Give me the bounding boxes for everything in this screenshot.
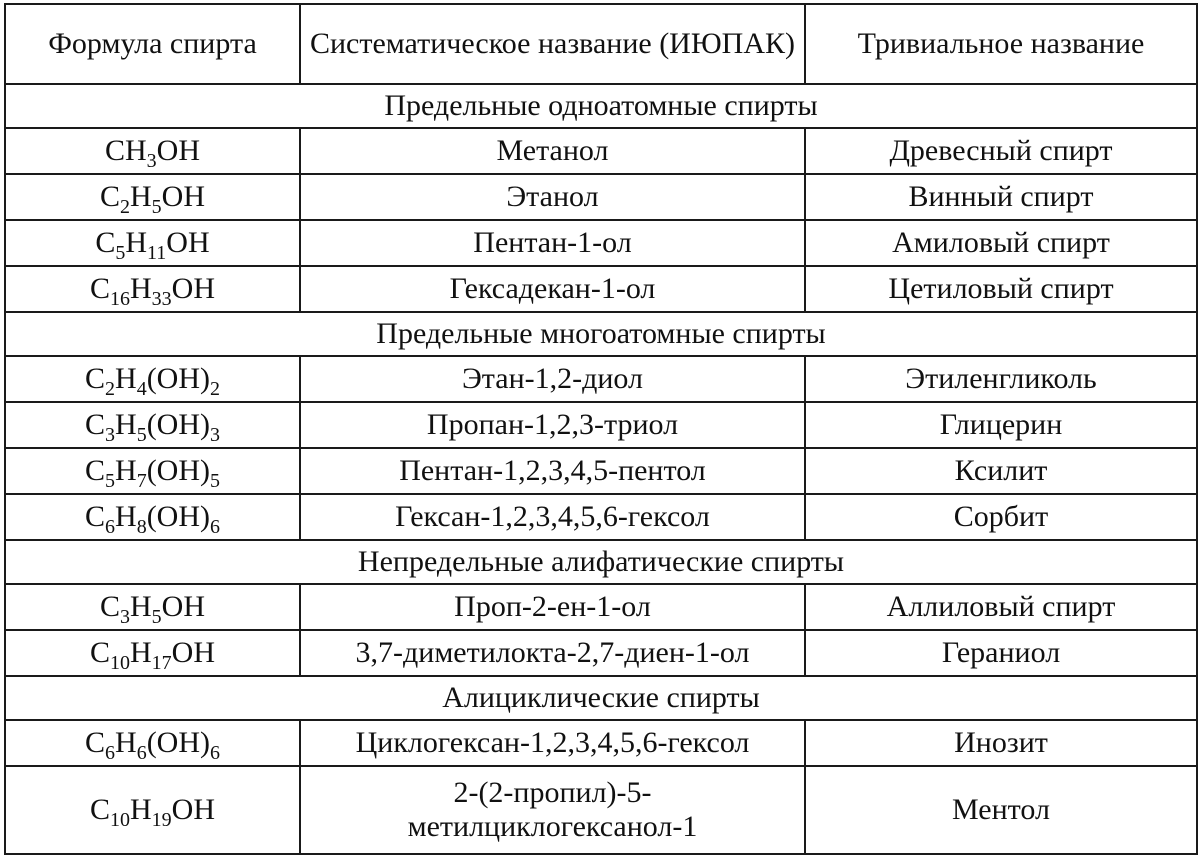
formula-cell (5, 494, 300, 540)
formula-text: C (95, 226, 116, 259)
trivial-name-cell: Этиленгликоль (805, 356, 1197, 402)
formula-subscript: 10 (110, 652, 130, 674)
formula-text: H (130, 793, 152, 826)
header-formula: Формула спирта (5, 4, 300, 84)
formula-subscript: 16 (110, 288, 130, 310)
formula-text: H (115, 726, 137, 759)
formula-subscript: 6 (210, 516, 220, 538)
alcohols-table (4, 3, 1198, 855)
formula-cell (5, 402, 300, 448)
trivial-name-cell: Инозит (805, 720, 1197, 766)
table-row (5, 128, 1197, 174)
iupac-name-cell: Метанол (300, 128, 805, 174)
formula-text: C (85, 726, 106, 759)
formula-text: C (89, 272, 110, 305)
trivial-name-cell: Древесный спирт (805, 128, 1197, 174)
formula-text: OH (161, 590, 206, 623)
iupac-name-cell: Пентан-1-ол (300, 220, 805, 266)
formula-subscript: 11 (147, 242, 167, 264)
formula-text: OH (166, 226, 210, 259)
table-row (5, 584, 1197, 630)
formula-text: (OH) (146, 726, 210, 759)
iupac-name-cell: Этанол (300, 174, 805, 220)
formula-subscript: 33 (151, 288, 172, 310)
formula-text: H (115, 500, 137, 533)
table-row (5, 448, 1197, 494)
formula-subscript: 6 (210, 742, 220, 764)
trivial-name-cell: Ментол (805, 766, 1197, 854)
formula-cell (5, 356, 300, 402)
formula-subscript: 5 (151, 606, 162, 628)
section-title: Предельные многоатомные спирты (5, 312, 1197, 356)
section-title: Непредельные алифатические спирты (5, 540, 1197, 584)
trivial-name-cell: Ксилит (805, 448, 1197, 494)
trivial-name-cell: Глицерин (805, 402, 1197, 448)
table-row (5, 356, 1197, 402)
formula-subscript: 5 (136, 424, 147, 446)
formula-text: CH (104, 134, 147, 167)
formula-text: H (115, 408, 137, 441)
formula-subscript: 5 (115, 242, 126, 264)
formula-text: C (99, 590, 120, 623)
formula-text: H (115, 362, 137, 395)
iupac-name-cell: Этан-1,2-диол (300, 356, 805, 402)
formula-subscript: 6 (105, 742, 116, 764)
formula-cell (5, 720, 300, 766)
formula-text: OH (161, 180, 206, 213)
section-row (5, 540, 1197, 584)
formula-cell (5, 174, 300, 220)
formula-subscript: 7 (136, 470, 147, 492)
section-row (5, 312, 1197, 356)
formula-subscript: 10 (110, 809, 130, 831)
header-row (5, 4, 1197, 84)
formula-text: (OH) (146, 454, 210, 487)
formula-cell (5, 584, 300, 630)
formula-subscript: 4 (136, 378, 147, 400)
formula-text: C (89, 636, 110, 669)
iupac-name-cell: 3,7-диметилокта-2,7-диен-1-ол (300, 630, 805, 676)
formula-cell (5, 128, 300, 174)
table-row (5, 174, 1197, 220)
table-row (5, 266, 1197, 312)
iupac-name-cell: 2-(2-пропил)-5- метилциклогексанол-1 (300, 766, 805, 854)
formula-subscript: 5 (151, 196, 162, 218)
table-row (5, 494, 1197, 540)
formula-cell (5, 630, 300, 676)
header-iupac: Систематическое название (ИЮПАК) (300, 4, 805, 84)
iupac-name-cell: Проп-2-ен-1-ол (300, 584, 805, 630)
formula-subscript: 19 (151, 809, 172, 831)
formula-text: OH (171, 636, 216, 669)
formula-text: H (125, 226, 148, 259)
formula-subscript: 3 (210, 424, 220, 446)
formula-subscript: 5 (105, 470, 116, 492)
formula-text: OH (171, 272, 216, 305)
formula-text: H (130, 590, 152, 623)
formula-cell (5, 448, 300, 494)
formula-subscript: 6 (136, 742, 147, 764)
formula-text: C (85, 454, 106, 487)
formula-subscript: 3 (146, 150, 157, 172)
formula-subscript: 2 (210, 378, 220, 400)
formula-text: C (85, 362, 106, 395)
table-row (5, 220, 1197, 266)
section-row (5, 676, 1197, 720)
formula-subscript: 6 (105, 516, 116, 538)
formula-text: (OH) (146, 408, 210, 441)
formula-text: C (85, 408, 106, 441)
trivial-name-cell: Аллиловый спирт (805, 584, 1197, 630)
formula-text: H (115, 454, 137, 487)
table-body (5, 4, 1197, 854)
formula-subscript: 3 (105, 424, 116, 446)
formula-subscript: 8 (136, 516, 147, 538)
formula-text: C (85, 500, 106, 533)
iupac-name-cell: Пентан-1,2,3,4,5-пентол (300, 448, 805, 494)
table-row (5, 630, 1197, 676)
formula-subscript: 17 (151, 652, 172, 674)
formula-subscript: 2 (105, 378, 116, 400)
trivial-name-cell: Амиловый спирт (805, 220, 1197, 266)
iupac-name-cell: Гексадекан-1-ол (300, 266, 805, 312)
formula-text: OH (156, 134, 201, 167)
formula-subscript: 5 (210, 470, 220, 492)
section-title: Алициклические спирты (5, 676, 1197, 720)
table-row (5, 720, 1197, 766)
section-title: Предельные одноатомные спирты (5, 84, 1197, 128)
table-row (5, 402, 1197, 448)
trivial-name-cell: Гераниол (805, 630, 1197, 676)
formula-text: H (130, 272, 152, 305)
formula-text: H (130, 636, 152, 669)
formula-text: (OH) (146, 500, 210, 533)
section-row (5, 84, 1197, 128)
formula-text: C (89, 793, 110, 826)
iupac-name-cell: Пропан-1,2,3-триол (300, 402, 805, 448)
trivial-name-cell: Винный спирт (805, 174, 1197, 220)
formula-subscript: 2 (120, 196, 130, 218)
formula-text: C (99, 180, 120, 213)
iupac-name-cell: Гексан-1,2,3,4,5,6-гексол (300, 494, 805, 540)
table-row (5, 766, 1197, 854)
formula-text: H (130, 180, 152, 213)
formula-cell (5, 266, 300, 312)
formula-cell (5, 766, 300, 854)
formula-subscript: 3 (120, 606, 130, 628)
formula-text: (OH) (146, 362, 210, 395)
trivial-name-cell: Сорбит (805, 494, 1197, 540)
iupac-name-cell: Циклогексан-1,2,3,4,5,6-гексол (300, 720, 805, 766)
trivial-name-cell: Цетиловый спирт (805, 266, 1197, 312)
header-trivial: Тривиальное название (805, 4, 1197, 84)
formula-text: OH (171, 793, 216, 826)
formula-cell (5, 220, 300, 266)
